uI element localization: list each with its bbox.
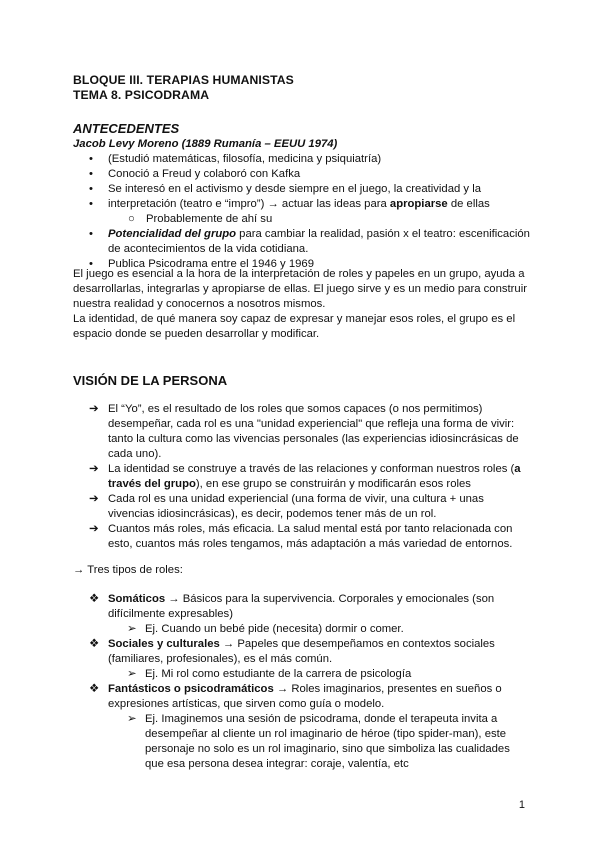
list-item — [89, 592, 529, 622]
sub-list-item-text: Ej. Mi rol como estudiante de la carrera de psicología — [145, 668, 412, 680]
list-item-text: El “Yo”, es el resultado de los roles que somos capaces (o nos permitimos) desempeñar, cada rol es una "unidad experiencial" que refleja una forma de vivir: tanto la cultura como las vivencias personales (las experiencias idiosincrásicas de cada uno). — [108, 403, 519, 460]
list-item-text: La identidad se construye a través de las relaciones y conforman nuestros roles (a través del grupo), en ese grupo se construirán y modificarán esos roles — [108, 463, 521, 490]
list-item — [89, 492, 529, 522]
chevron-bullet-icon: ➢ — [127, 623, 137, 635]
sub-list-item — [89, 712, 529, 772]
bullet-circle-icon: ○ — [128, 213, 135, 225]
arrow-bullet-icon: ➔ — [89, 523, 99, 535]
antecedentes-list — [73, 152, 533, 272]
person-heading: Jacob Levy Moreno (1889 Rumanía – EEUU 1974) — [73, 138, 338, 150]
list-item-text: interpretación (teatro e “impro”) → actuar las ideas para apropiarse de ellas — [108, 198, 490, 210]
list-item-text: Se interesó en el activismo y desde siempre en el juego, la creatividad y la — [108, 183, 481, 195]
list-item — [73, 167, 533, 182]
block-title: BLOQUE III. TERAPIAS HUMANISTAS — [73, 73, 294, 87]
section-heading-vision: VISIÓN DE LA PERSONA — [73, 373, 228, 388]
paragraph-juego: El juego es esencial a la hora de la interpretación de roles y papeles en un grupo, ayuda a desarrollarlas, integrarlas y apropiarse de ellas. El juego sirve y es un medio para construir nuestra realidad y conocernos a nosotros mismos. — [73, 268, 527, 310]
list-item — [73, 197, 533, 212]
bullet-dot-icon: • — [89, 198, 93, 210]
sub-list-item — [89, 622, 529, 637]
sub-list-item — [73, 212, 533, 227]
sub-list-item-text: Probablemente de ahí su — [146, 213, 273, 225]
list-item-text: Publica Psicodrama entre el 1946 y 1969 — [108, 258, 314, 270]
topic-title: TEMA 8. PSICODRAMA — [73, 88, 210, 102]
list-item-text: Somáticos → Básicos para la supervivencia. Corporales y emocionales (son difícilmente expresables) — [108, 593, 495, 620]
page-number: 1 — [518, 799, 525, 811]
list-item — [73, 152, 533, 167]
arrow-bullet-icon: ➔ — [89, 403, 99, 415]
section-heading-antecedentes: ANTECEDENTES — [73, 121, 180, 136]
sub-list-item — [89, 667, 529, 682]
chevron-bullet-icon: ➢ — [127, 713, 137, 725]
chevron-bullet-icon: ➢ — [127, 668, 137, 680]
bullet-dot-icon: • — [89, 153, 93, 165]
list-item-text: Fantásticos o psicodramáticos → Roles imaginarios, presentes en sueños o expresiones artísticas, que sirven como guía o modelo. — [108, 683, 502, 710]
list-item — [89, 522, 529, 552]
vision-list — [89, 402, 529, 552]
list-item — [89, 462, 529, 492]
bullet-dot-icon: • — [89, 228, 93, 240]
sub-list-item-text: Ej. Cuando un bebé pide (necesita) dormir o comer. — [145, 623, 404, 635]
bullet-dot-icon: • — [89, 258, 93, 270]
list-item-text: Potencialidad del grupo para cambiar la realidad, pasión x el teatro: escenificación de acontecimientos de la vida cotidiana. — [108, 228, 530, 255]
list-item-text: Sociales y culturales → Papeles que desempeñamos en contextos sociales (familiares, profesionales), es el más común. — [108, 638, 495, 665]
list-item — [73, 182, 533, 197]
diamond-bullet-icon: ❖ — [89, 593, 100, 605]
list-item — [89, 402, 529, 462]
roles-intro: → Tres tipos de roles: — [73, 564, 183, 576]
list-item — [89, 682, 529, 712]
sub-list-item-text: Ej. Imaginemos una sesión de psicodrama, donde el terapeuta invita a desempeñar al cliente un rol imaginario de héroe (tipo spider-man), este personaje no solo es un rol imaginario, sino que simboliza las cualidades que esa persona desea integrar: coraje, valentía, etc — [145, 713, 510, 770]
bullet-dot-icon: • — [89, 168, 93, 180]
paragraph-identidad: La identidad, de qué manera soy capaz de expresar y manejar esos roles, el grupo es el espacio donde se pueden desarrollar y modificar. — [73, 313, 516, 340]
list-item-text: (Estudió matemáticas, filosofía, medicina y psiquiatría) — [108, 153, 382, 165]
list-item — [89, 637, 529, 667]
list-item-text: Conoció a Freud y colaboró con Kafka — [108, 168, 301, 180]
roles-list — [89, 592, 529, 772]
diamond-bullet-icon: ❖ — [89, 683, 100, 695]
list-item — [73, 227, 533, 257]
arrow-bullet-icon: ➔ — [89, 493, 99, 505]
bullet-dot-icon: • — [89, 183, 93, 195]
list-item-text: Cada rol es una unidad experiencial (una forma de vivir, una cultura + unas vivencias idiosincrásicas), es decir, podemos tener más de un rol. — [108, 493, 484, 520]
arrow-bullet-icon: ➔ — [89, 463, 99, 475]
diamond-bullet-icon: ❖ — [89, 638, 100, 650]
list-item-text: Cuantos más roles, más eficacia. La salud mental está por tanto relacionada con esto, cuantos más roles tengamos, más adaptación a más variedad de entornos. — [108, 523, 513, 550]
